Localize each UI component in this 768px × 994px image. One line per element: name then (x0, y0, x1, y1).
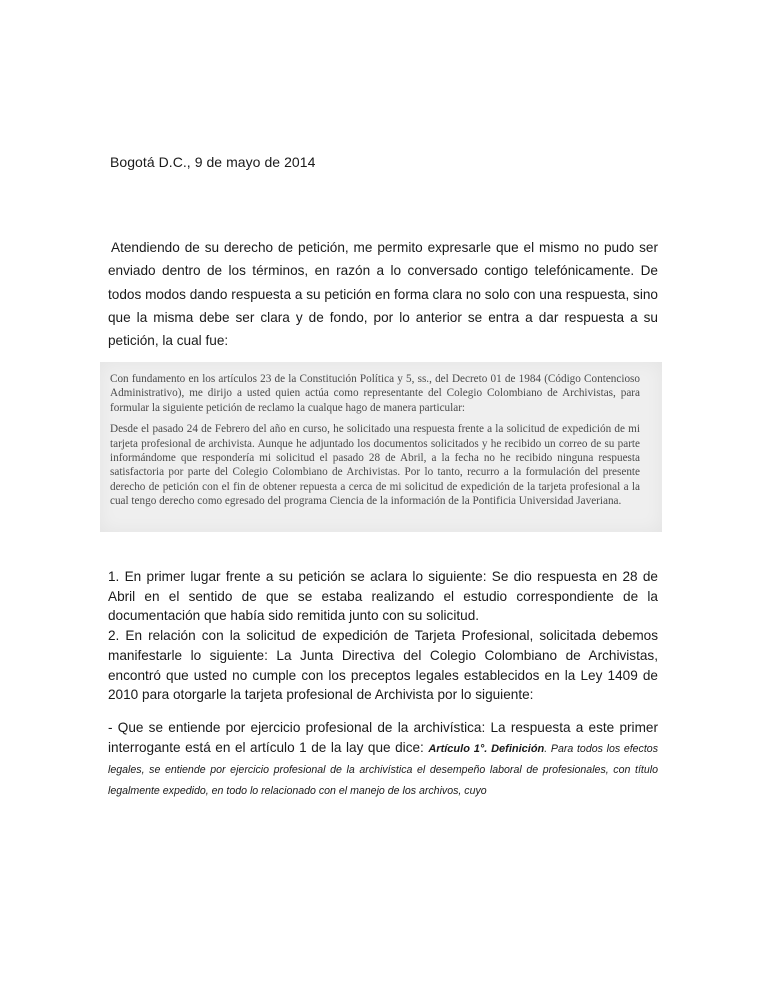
definition-lead: - Que se entiende por ejercicio profesional de la archivística: La respuesta a este primer interrogante está en el artículo 1 de la lay que dice: (108, 720, 658, 755)
petition-paragraph-1: Con fundamento en los artículos 23 de la Constitución Política y 5, ss., del Decreto 01 de 1984 (Código Contencioso Administrativo), me dirijo a usted quien actúa como representante del Colegio Colombiano de Archivistas, para formular la siguiente petición de reclamo la cualque hago de manera particular: (110, 373, 640, 414)
point-1: 1. En primer lugar frente a su petición se aclara lo siguiente: Se dio respuesta en 28 de Abril en el sentido de que se estaba realizando el estudio correspondiente de la documentación que había sido remitida junto con su solicitud. (108, 569, 658, 624)
definition-section (108, 718, 658, 801)
petition-paragraph-2: Desde el pasado 24 de Febrero del año en curso, he solicitado una respuesta frente a la solicitud de expedición de mi tarjeta profesional de archivista. Aunque he adjuntado los documentos solicitados y he recibido un correo de su parte informándome que respondería mi solicitud el pasado 28 de Abril, a la fecha no he recibido ninguna respuesta satisfactoria por parte del Colegio Colombiano de Archivistas. Por lo tanto, recurro a la formulación del presente derecho de petición con el fin de obtener repuesta a cerca de mi solicitud de expedición de la tarjeta profesional a la cual tengo derecho como egresado del programa Ciencia de la información de la Pontificia Universidad Javeriana. (110, 423, 640, 508)
article-text: . Para todos los efectos legales, se entiende por ejercicio profesional de la archivística el desempeño laboral de profesionales, con título legalmente expedido, en todo lo relacionado con el manejo de los archivos, cuyo (108, 742, 658, 798)
point-2: 2. En relación con la solicitud de expedición de Tarjeta Profesional, solicitada debemos manifestarle lo siguiente: La Junta Directiva del Colegio Colombiano de Archivistas, encontró que usted no cumple con los preceptos legales establecidos en la Ley 1409 de 2010 para otorgarle la tarjeta profesional de Archivista por lo siguiente: (108, 628, 658, 703)
intro-paragraph: Atendiendo de su derecho de petición, me permito expresarle que el mismo no pudo ser enviado dentro de los términos, en razón a lo conversado contigo telefónicamente. De todos modos dando respuesta a su petición en forma clara no solo con una respuesta, sino que la misma debe ser clara y de fondo, por lo anterior se entra a dar respuesta a su petición, la cual fue: (108, 240, 658, 349)
scanned-petition-text (110, 372, 640, 509)
date-line: Bogotá D.C., 9 de mayo de 2014 (110, 154, 316, 170)
article-title: Artículo 1°. Definición (428, 742, 545, 755)
response-points (108, 567, 658, 705)
definition-paragraph (108, 718, 658, 801)
scanned-petition-image (100, 362, 662, 532)
